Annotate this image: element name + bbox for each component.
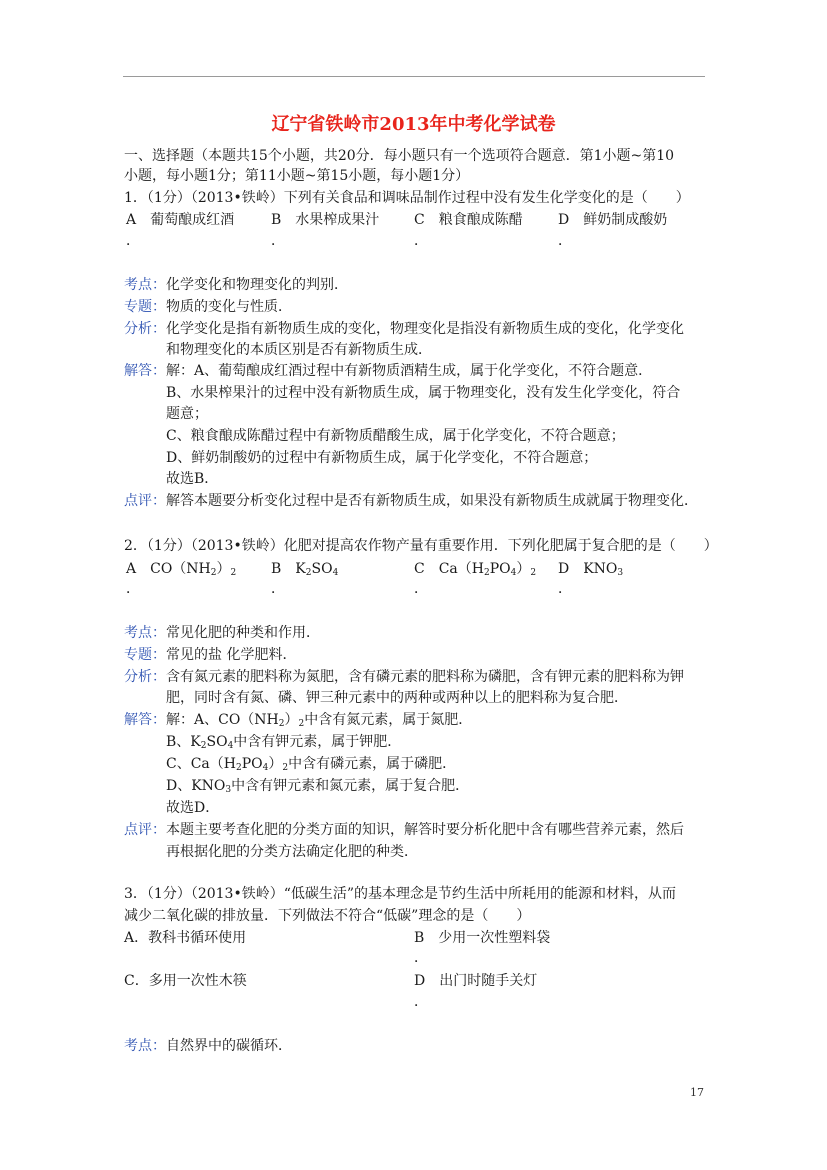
q1-option-d-dot: ． xyxy=(558,233,572,249)
q2-option-b: B $K_2SO_4$ xyxy=(271,561,339,578)
q2-option-c-dot: ． xyxy=(414,581,428,597)
q1-jieda-line1: 解：A、葡萄酿成红酒过程中有新物质酒精生成，属于化学变化，不符合题意． xyxy=(166,363,653,379)
q1-option-d: D 鲜奶制成酸奶 xyxy=(558,212,668,228)
q1-option-c: C 粮食酿成陈醋 xyxy=(414,212,523,228)
q1-kaodian: 化学变化和物理变化的判别． xyxy=(166,277,348,293)
q3-option-b: B 少用一次性塑料袋 xyxy=(414,930,551,946)
q1-option-c-dot: ． xyxy=(414,233,428,249)
q1-fenxi-line1: 化学变化是指有新物质生成的变化，物理变化是指没有新物质生成的变化，化学变化 xyxy=(166,321,684,337)
q2-option-a: A $CO(NH_2)_2$ xyxy=(126,561,237,578)
q3-option-d: D 出门时随手关灯 xyxy=(414,973,538,989)
q1-dianping: 解答本题要分析变化过程中是否有新物质生成，如果没有新物质生成就属于物理变化． xyxy=(166,493,698,509)
q1-fenxi-label: 分析： xyxy=(124,321,166,337)
q2-jieda-line5: 故选D． xyxy=(166,800,220,816)
page-title: 辽宁省铁岭市2013年中考化学试卷 xyxy=(271,114,556,135)
q1-jieda-line5: D、鲜奶制酸奶的过程中有新物质生成，属于化学变化，不符合题意； xyxy=(166,450,598,466)
q2-stem: 2．（1分）（2013•铁岭）化肥对提高农作物产量有重要作用．下列化肥属于复合肥的是（ ） xyxy=(124,538,718,554)
q1-kaodian-label: 考点： xyxy=(124,277,166,293)
q2-kaodian: 常见化肥的种类和作用． xyxy=(166,625,320,641)
q1-option-b-dot: ． xyxy=(271,233,285,249)
q3-option-a: A．教科书循环使用 xyxy=(124,930,247,946)
q1-jieda-line6: 故选B． xyxy=(166,471,219,487)
q2-jieda-label: 解答： xyxy=(124,712,166,728)
q3-option-c: C．多用一次性木筷 xyxy=(124,973,247,989)
q1-jieda-line3: 题意； xyxy=(166,406,208,422)
q1-option-a-dot: ． xyxy=(126,233,140,249)
q2-jieda-line2: B、$K_2SO_4$中含有钾元素，属于钾肥． xyxy=(166,734,402,751)
q2-jieda-line1: 解：A、$CO(NH_2)_2$中含有氮元素，属于氮肥． xyxy=(166,712,473,729)
q2-fenxi-line2: 肥，同时含有氮、磷、钾三种元素中的两种或两种以上的肥料称为复合肥． xyxy=(166,690,628,706)
header-rule xyxy=(123,76,705,77)
q3-kaodian-label: 考点： xyxy=(124,1038,166,1054)
q2-option-c: C $Ca(H_2PO_4)_2$ xyxy=(414,561,537,578)
q2-zhuanti: 常见的盐 化学肥料． xyxy=(166,647,297,663)
page-number: 17 xyxy=(690,1086,704,1099)
q2-option-a-dot: ． xyxy=(126,581,140,597)
q2-dianping-label: 点评： xyxy=(124,822,166,838)
q1-jieda-label: 解答： xyxy=(124,363,166,379)
q2-option-d: D $KNO_3$ xyxy=(558,561,624,578)
q3-stem-line2: 减少二氧化碳的排放量．下列做法不符合“低碳”理念的是（ ） xyxy=(124,908,531,924)
q1-jieda-line2: B、水果榨果汁的过程中没有新物质生成，属于物理变化，没有发生化学变化，符合 xyxy=(166,385,681,401)
q2-fenxi-label: 分析： xyxy=(124,669,166,685)
q2-jieda-line4: D、$KNO_3$中含有钾元素和氮元素，属于复合肥． xyxy=(166,778,470,795)
q2-option-b-dot: ． xyxy=(271,581,285,597)
q1-dianping-label: 点评： xyxy=(124,493,166,509)
q1-option-b: B 水果榨成果汁 xyxy=(271,212,380,228)
q1-stem: 1．（1分）（2013•铁岭）下列有关食品和调味品制作过程中没有发生化学变化的是（ ） xyxy=(124,190,690,206)
q2-kaodian-label: 考点： xyxy=(124,625,166,641)
q2-fenxi-line1: 含有氮元素的肥料称为氮肥，含有磷元素的肥料称为磷肥，含有钾元素的肥料称为钾 xyxy=(166,669,684,685)
section-intro-line2: 小题，每小题1分；第11小题~第15小题，每小题1分） xyxy=(124,168,470,184)
q2-jieda-line3: C、$Ca(H_2PO_4)_2$中含有磷元素，属于磷肥． xyxy=(166,756,457,773)
q2-zhuanti-label: 专题： xyxy=(124,647,166,663)
q1-fenxi-line2: 和物理变化的本质区别是否有新物质生成． xyxy=(166,342,432,358)
q2-dianping-line1: 本题主要考查化肥的分类方面的知识，解答时要分析化肥中含有哪些营养元素，然后 xyxy=(166,822,684,838)
q3-kaodian: 自然界中的碳循环． xyxy=(166,1038,292,1054)
q1-zhuanti-label: 专题： xyxy=(124,299,166,315)
q3-option-b-dot: ． xyxy=(414,950,428,966)
q1-jieda-line4: C、粮食酿成陈醋过程中有新物质醋酸生成，属于化学变化，不符合题意； xyxy=(166,428,625,444)
q3-stem-line1: 3．（1分）（2013•铁岭）“低碳生活”的基本理念是节约生活中所耗用的能源和材料，从而 xyxy=(124,886,677,902)
q2-dianping-line2: 再根据化肥的分类方法确定化肥的种类． xyxy=(166,844,418,860)
q1-zhuanti: 物质的变化与性质． xyxy=(166,299,292,315)
q3-option-d-dot: ． xyxy=(414,994,428,1010)
q2-option-d-dot: ． xyxy=(558,581,572,597)
section-intro-line1: 一、选择题（本题共15个小题，共20分．每小题只有一个选项符合题意．第1小题~第10 xyxy=(124,148,675,164)
q1-option-a: A 葡萄酿成红酒 xyxy=(126,212,235,228)
